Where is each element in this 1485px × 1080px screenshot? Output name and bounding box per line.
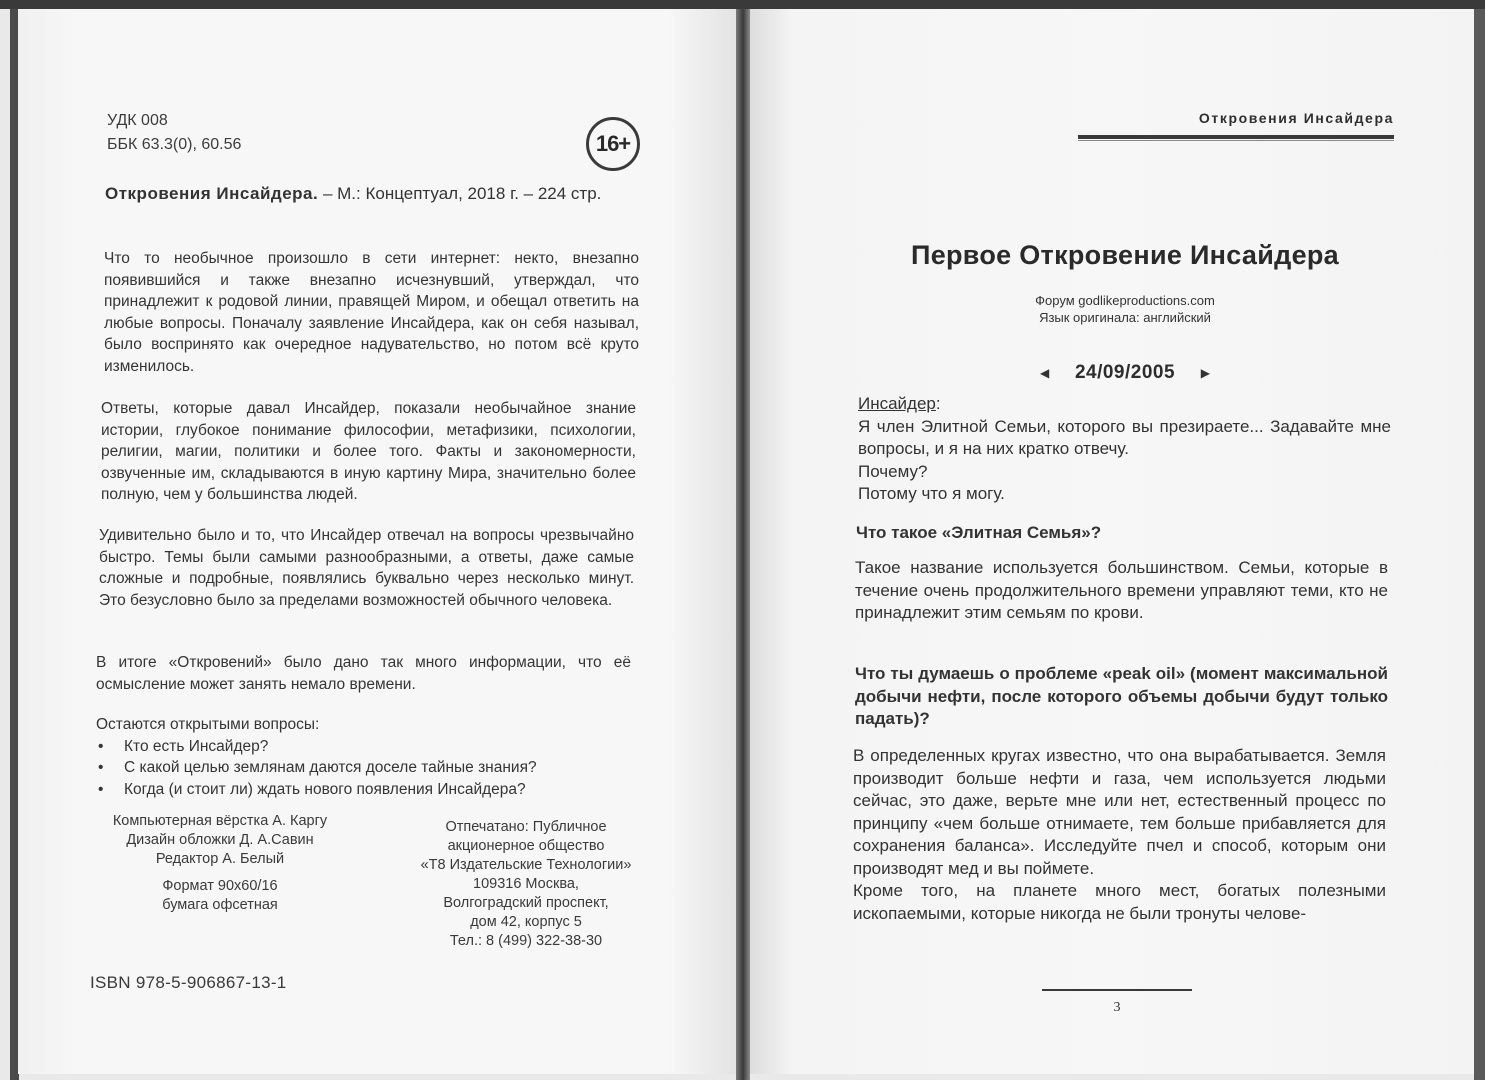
annotation-paragraph-1: Что то необычное произошло в сети интернет: некто, внезапно появившийся и также внезапно исчезнувший, утверждал, что принадлежит к родовой линии, правящей Миром, и обещал ответить на любые вопросы. Поначалу заявление Инсайдера, как он себя называл, было воспринято как очередное надувательство, но потом всё круто изменилось. bbox=[104, 250, 639, 375]
layout-credit: Компьютерная вёрстка А. Каргу bbox=[112, 813, 328, 829]
triangle-left-icon: ◀ bbox=[1040, 366, 1050, 380]
isbn: ISBN 978-5-906867-13-1 bbox=[90, 973, 287, 992]
answer-because: Потому что я могу. bbox=[858, 484, 1005, 503]
page-number: 3 bbox=[1113, 1000, 1121, 1015]
bibliographic-entry bbox=[105, 183, 640, 205]
dialogue-intro bbox=[858, 393, 1391, 506]
printer-line: 109316 Москва, bbox=[473, 876, 579, 892]
printer-line: «Т8 Издательские Технологии» bbox=[420, 857, 632, 873]
list-item: • Когда (и стоит ли) ждать нового появления Инсайдера? bbox=[96, 779, 636, 801]
printer-line: Тел.: 8 (499) 322-38-30 bbox=[449, 933, 603, 949]
questions-intro: Остаются открытыми вопросы: bbox=[96, 716, 320, 733]
answer-2 bbox=[853, 745, 1386, 925]
question-2: Что ты думаешь о проблеме «peak oil» (момент максимальной добычи нефти, после которого объемы добычи будут только падать)? bbox=[855, 664, 1388, 728]
printer-line: акционерное общество bbox=[447, 838, 605, 854]
printer-info bbox=[392, 818, 660, 951]
paper-info: бумага офсетная bbox=[162, 897, 278, 913]
editor-credit: Редактор А. Белый bbox=[155, 851, 285, 867]
question-why: Почему? bbox=[858, 461, 928, 481]
list-item: • С какой целью землянам даются доселе тайные знания? bbox=[96, 757, 636, 779]
annotation-paragraph-4: В итоге «Откровений» было дано так много информации, что её осмысление может занять немало времени. bbox=[96, 654, 631, 693]
chapter-title: Первое Откровение Инсайдера bbox=[910, 240, 1339, 270]
speaker-colon: : bbox=[935, 394, 941, 413]
running-head-rule-thin bbox=[1078, 140, 1394, 141]
printer-line: Волгоградский проспект, bbox=[443, 895, 609, 911]
answer-2-text: В определенных кругах известно, что она вырабатывается. Земля производит больше нефти и газа, чем используется людьми сейчас, это даже, верьте мне или нет, естественный процесс по принципу «чем больше отнимаете, тем больше прибавляется для сохранения баланса». Исследуйте пчел и способ, которым они производят мед и вы поймете. bbox=[853, 746, 1386, 878]
source-forum: Форум godlikeproductions.com bbox=[1035, 293, 1215, 308]
biblio-details: – М.: Концептуал, 2018 г. – 224 стр. bbox=[318, 184, 602, 203]
triangle-right-icon: ▶ bbox=[1200, 366, 1210, 380]
age-rating-badge bbox=[586, 117, 640, 171]
open-questions bbox=[96, 714, 636, 800]
production-credits bbox=[95, 812, 345, 915]
running-head-rule bbox=[1078, 135, 1394, 139]
running-head: Откровения Инсайдера bbox=[1198, 110, 1394, 126]
list-item: • Кто есть Инсайдер? bbox=[96, 736, 636, 758]
answer-1: Такое название используется большинством. Семьи, которые в течение очень продолжительного времени управляют теми, кто не принадлежит этим семьям по крови. bbox=[855, 558, 1388, 622]
book-gutter bbox=[736, 9, 750, 1080]
date-navigation bbox=[1040, 362, 1210, 384]
source-language: Язык оригинала: английский bbox=[1039, 310, 1211, 325]
printer-line: Отпечатано: Публичное bbox=[445, 819, 607, 835]
question-1: Что такое «Элитная Семья»? bbox=[856, 523, 1102, 542]
intro-text: Я член Элитной Семьи, которого вы презираете... Задавайте мне вопросы, и я на них кратко отвечу. bbox=[858, 416, 1391, 458]
speaker-name: Инсайдер bbox=[858, 394, 936, 413]
answer-2-continued: Кроме того, на планете много мест, богатых полезными ископаемыми, которые никогда не были тронуты челове- bbox=[853, 881, 1386, 923]
source-info bbox=[960, 292, 1290, 326]
annotation-paragraph-2: Ответы, которые давал Инсайдер, показали необычайное знание истории, глубокое понимание философии, метафизики, психологии, религии, магии, политики и более того. Факты и закономерности, озвученные им, складываются в иную картину Мира, значительно более полную, чем у большинства людей. bbox=[101, 400, 636, 503]
scan-right-border bbox=[1474, 9, 1485, 1080]
bbk-code: ББК 63.3(0), 60.56 bbox=[107, 136, 242, 153]
printer-line: дом 42, корпус 5 bbox=[470, 914, 582, 930]
format-info: Формат 90х60/16 bbox=[162, 878, 278, 894]
footer-rule bbox=[1042, 989, 1192, 991]
cover-credit: Дизайн обложки Д. А.Савин bbox=[126, 832, 314, 848]
udk-code: УДК 008 bbox=[107, 112, 168, 129]
scan-top-border bbox=[0, 0, 1485, 9]
age-rating-label: 16+ bbox=[595, 131, 631, 156]
post-date: 24/09/2005 bbox=[1074, 362, 1176, 383]
classification-codes bbox=[107, 109, 241, 157]
biblio-title: Откровения Инсайдера. bbox=[105, 184, 319, 203]
annotation-paragraph-3: Удивительно было и то, что Инсайдер отвечал на вопросы чрезвычайно быстро. Темы были самыми разнообразными, а ответы, даже самые сложные и подробные, появлялись буквально через несколько минут. Это безусловно было за пределами возможностей обычного человека. bbox=[99, 527, 634, 609]
